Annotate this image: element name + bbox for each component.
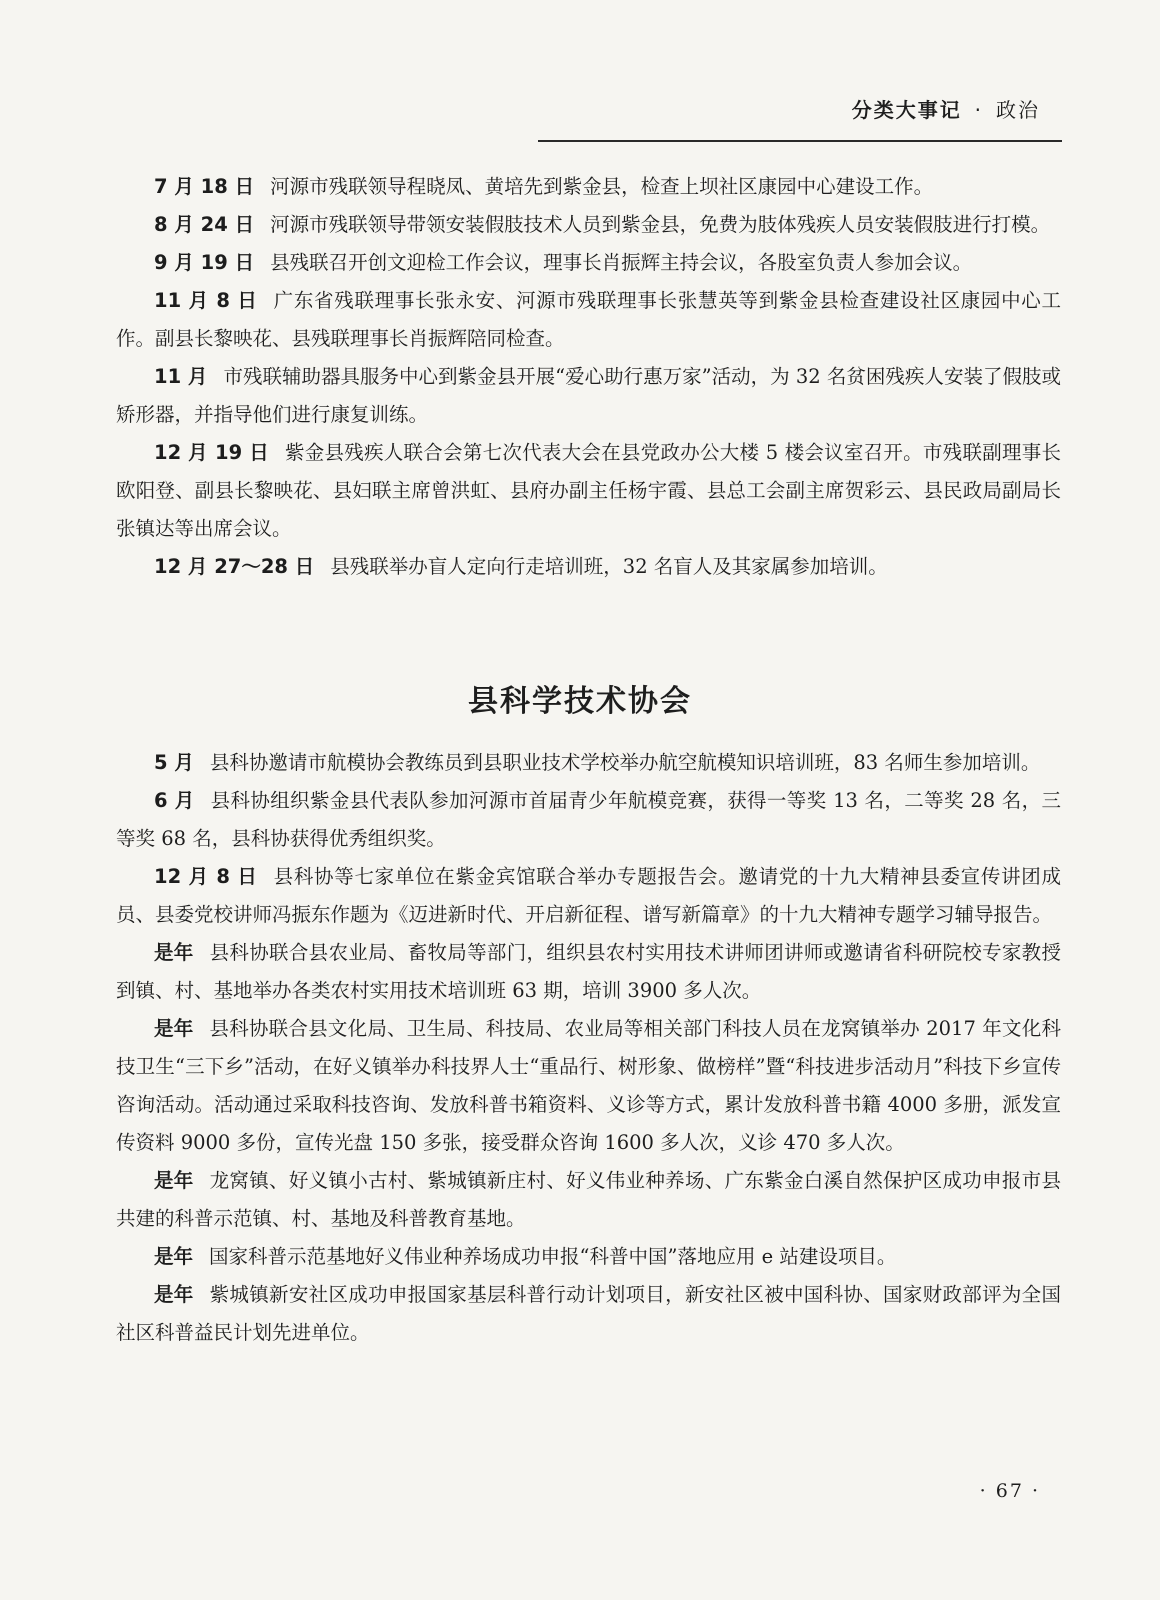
entry-date: 是年 bbox=[154, 941, 194, 964]
section-2-entries bbox=[116, 744, 1061, 1352]
header-subcategory: 政治 bbox=[996, 98, 1040, 122]
entry bbox=[116, 1238, 1061, 1276]
entry bbox=[116, 244, 1061, 282]
entry bbox=[116, 206, 1061, 244]
entry bbox=[116, 858, 1061, 934]
entry-text: 紫城镇新安社区成功申报国家基层科普行动计划项目，新安社区被中国科协、国家财政部评为全国社区科普益民计划先进单位。 bbox=[116, 1283, 1061, 1344]
entry-date: 是年 bbox=[154, 1245, 194, 1268]
entry bbox=[116, 434, 1061, 548]
entry-text: 县残联举办盲人定向行走培训班，32 名盲人及其家属参加培训。 bbox=[330, 555, 888, 578]
entry-date: 9 月 19 日 bbox=[154, 251, 255, 274]
entry bbox=[116, 782, 1061, 858]
entry bbox=[116, 934, 1061, 1010]
entry-date: 5 月 bbox=[154, 751, 194, 774]
page-number: · 67 · bbox=[979, 1480, 1040, 1502]
header-category: 分类大事记 bbox=[851, 98, 962, 122]
entry-date: 是年 bbox=[154, 1169, 194, 1192]
entry-text: 县科协邀请市航模协会教练员到县职业技术学校举办航空航模知识培训班，83 名师生参加培训。 bbox=[209, 751, 1041, 774]
entry bbox=[116, 358, 1061, 434]
section-1-entries bbox=[116, 168, 1061, 586]
header-separator: · bbox=[974, 98, 984, 122]
entry-text: 县残联召开创文迎检工作会议，理事长肖振辉主持会议，各股室负责人参加会议。 bbox=[270, 251, 973, 274]
entry-date: 12 月 8 日 bbox=[154, 865, 258, 888]
header-rule bbox=[538, 140, 1062, 142]
entry-date: 6 月 bbox=[154, 789, 195, 812]
entry-date: 是年 bbox=[154, 1017, 194, 1040]
entry-date: 12 月 27～28 日 bbox=[154, 555, 315, 578]
entry bbox=[116, 1010, 1061, 1162]
entry-text: 紫金县残疾人联合会第七次代表大会在县党政办公大楼 5 楼会议室召开。市残联副理事长欧阳登、副县长黎映花、县妇联主席曾洪虹、县府办副主任杨宇霞、县总工会副主席贺彩云、县民政局副局长张镇达等出席会议。 bbox=[116, 441, 1061, 540]
entry bbox=[116, 1276, 1061, 1352]
entry-date: 11 月 8 日 bbox=[154, 289, 258, 312]
entry-text: 市残联辅助器具服务中心到紫金县开展“爱心助行惠万家”活动，为 32 名贫困残疾人安装了假肢或矫形器，并指导他们进行康复训练。 bbox=[116, 365, 1061, 426]
entry-date: 8 月 24 日 bbox=[154, 213, 255, 236]
entry-date: 12 月 19 日 bbox=[154, 441, 269, 464]
entry bbox=[116, 744, 1061, 782]
entry bbox=[116, 1162, 1061, 1238]
entry-text: 龙窝镇、好义镇小古村、紫城镇新庄村、好义伟业种养场、广东紫金白溪自然保护区成功申报市县共建的科普示范镇、村、基地及科普教育基地。 bbox=[116, 1169, 1061, 1230]
entry-text: 县科协组织紫金县代表队参加河源市首届青少年航模竞赛，获得一等奖 13 名，二等奖 28 名，三等奖 68 名，县科协获得优秀组织奖。 bbox=[116, 789, 1062, 850]
entry-text: 县科协等七家单位在紫金宾馆联合举办专题报告会。邀请党的十九大精神县委宣传讲团成员、县委党校讲师冯振东作题为《迈进新时代、开启新征程、谱写新篇章》的十九大精神专题学习辅导报告。 bbox=[116, 865, 1061, 926]
entry-date: 是年 bbox=[154, 1283, 194, 1306]
entry-text: 广东省残联理事长张永安、河源市残联理事长张慧英等到紫金县检查建设社区康园中心工作。副县长黎映花、县残联理事长肖振辉陪同检查。 bbox=[116, 289, 1061, 350]
entry bbox=[116, 548, 1061, 586]
running-header bbox=[852, 94, 1040, 123]
entry-text: 县科协联合县文化局、卫生局、科技局、农业局等相关部门科技人员在龙窝镇举办 2017 年文化科技卫生“三下乡”活动，在好义镇举办科技界人士“重品行、树形象、做榜样”暨“科技进步活动月”科技下乡宣传咨询活动。活动通过采取科技咨询、发放科普书箱资料、义诊等方式，累计发放科普书籍 4000 多册，派发宣传资料 9000 多份，宣传光盘 150 多张，接受群众咨询 1600 多人次，义诊 470 多人次。 bbox=[116, 1017, 1061, 1154]
entry-date: 11 月 bbox=[154, 365, 208, 388]
section-title: 县科学技术协会 bbox=[468, 684, 692, 719]
entry-text: 县科协联合县农业局、畜牧局等部门，组织县农村实用技术讲师团讲师或邀请省科研院校专家教授到镇、村、基地举办各类农村实用技术培训班 63 期，培训 3900 多人次。 bbox=[116, 941, 1061, 1002]
entry bbox=[116, 282, 1061, 358]
entry-text: 河源市残联领导带领安装假肢技术人员到紫金县，免费为肢体残疾人员安装假肢进行打模。 bbox=[270, 213, 1051, 236]
entry-text: 河源市残联领导程晓凤、黄培先到紫金县，检查上坝社区康园中心建设工作。 bbox=[270, 175, 934, 198]
entry-text: 国家科普示范基地好义伟业种养场成功申报“科普中国”落地应用 e 站建设项目。 bbox=[209, 1245, 897, 1268]
entry-date: 7 月 18 日 bbox=[154, 175, 255, 198]
entry bbox=[116, 168, 1061, 206]
